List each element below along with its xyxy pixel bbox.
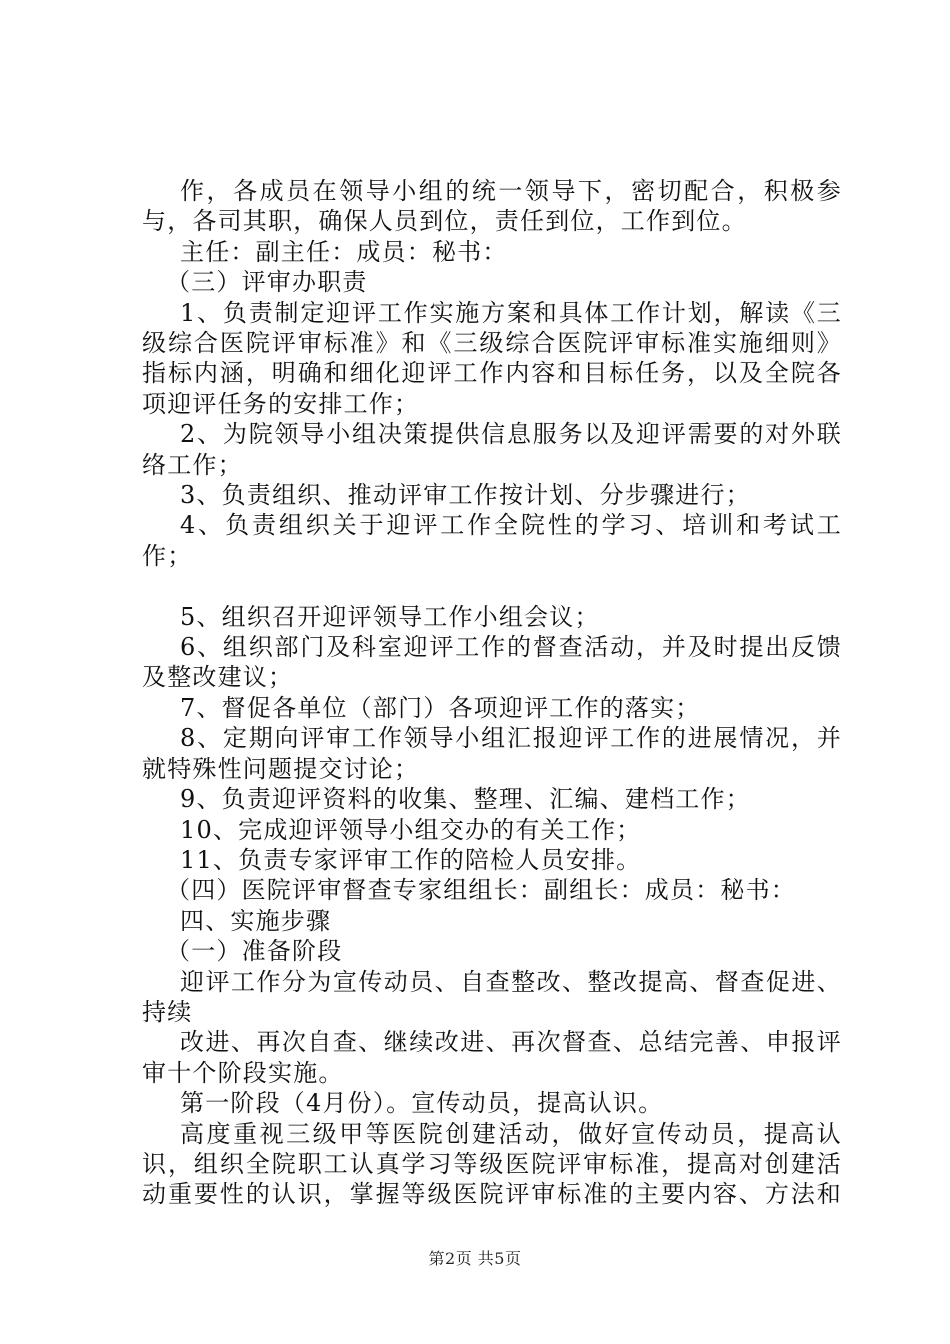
- paragraph-intro: 作，各成员在领导小组的统一领导下，密切配合，积极参与，各司其职，确保人员到位，责任到位，工作到位。: [142, 177, 842, 236]
- duty-item-3: 3、负责组织、推动评审工作按计划、分步骤进行；: [180, 481, 751, 510]
- heading-review-office-duties: （三）评审办职责: [166, 268, 368, 297]
- duty-item-7: 7、督促各单位（部门）各项迎评工作的落实；: [180, 693, 701, 722]
- duty-item-8: 8、定期向评审工作领导小组汇报迎评工作的进展情况，并就特殊性问题提交讨论；: [142, 724, 842, 783]
- duty-item-6: 6、组织部门及科室迎评工作的督查活动，并及时提出反馈及整改建议；: [142, 633, 842, 692]
- duty-item-9: 9、负责迎评资料的收集、整理、汇编、建档工作；: [180, 785, 751, 814]
- heading-implementation-steps: 四、实施步骤: [180, 906, 332, 935]
- heading-expert-group: （四）医院评审督查专家组组长：副组长：成员：秘书：: [166, 876, 796, 905]
- duty-item-2: 2、为院领导小组决策提供信息服务以及迎评需要的对外联络工作；: [142, 420, 842, 479]
- duty-item-5: 5、组织召开迎评领导工作小组会议；: [180, 602, 600, 631]
- duty-item-1: 1、负责制定迎评工作实施方案和具体工作计划，解读《三级综合医院评审标准》和《三级综合医院评审标准实施细则》指标内涵，明确和细化迎评工作内容和目标任务，以及全院各项迎评任务的安排工作；: [142, 298, 842, 418]
- paragraph-first-stage-detail: 高度重视三级甲等医院创建活动，做好宣传动员，提高认识，组织全院职工认真学习等级医院评审标准，提高对创建活动重要性的认识，掌握等级医院评审标准的主要内容、方法和: [142, 1119, 842, 1209]
- document-body: [142, 176, 842, 1210]
- heading-preparation-stage: （一）准备阶段: [166, 937, 343, 966]
- heading-first-stage: 第一阶段（4月份）。宣传动员，提高认识。: [180, 1089, 664, 1118]
- duty-item-10: 10、完成迎评领导小组交办的有关工作；: [180, 815, 642, 844]
- paragraph-roles: 主任：副主任：成员：秘书：: [180, 237, 508, 266]
- duty-item-4: 4、负责组织关于迎评工作全院性的学习、培训和考试工作；: [142, 511, 842, 570]
- paragraph-stages-part-2: 改进、再次自查、继续改进、再次督查、总结完善、申报评审十个阶段实施。: [142, 1028, 842, 1087]
- paragraph-stages-part-1: 迎评工作分为宣传动员、自查整改、整改提高、督查促进、持续: [142, 967, 842, 1026]
- duty-item-11: 11、负责专家评审工作的陪检人员安排。: [180, 845, 642, 874]
- page-footer: 第2页 共5页: [428, 1249, 522, 1268]
